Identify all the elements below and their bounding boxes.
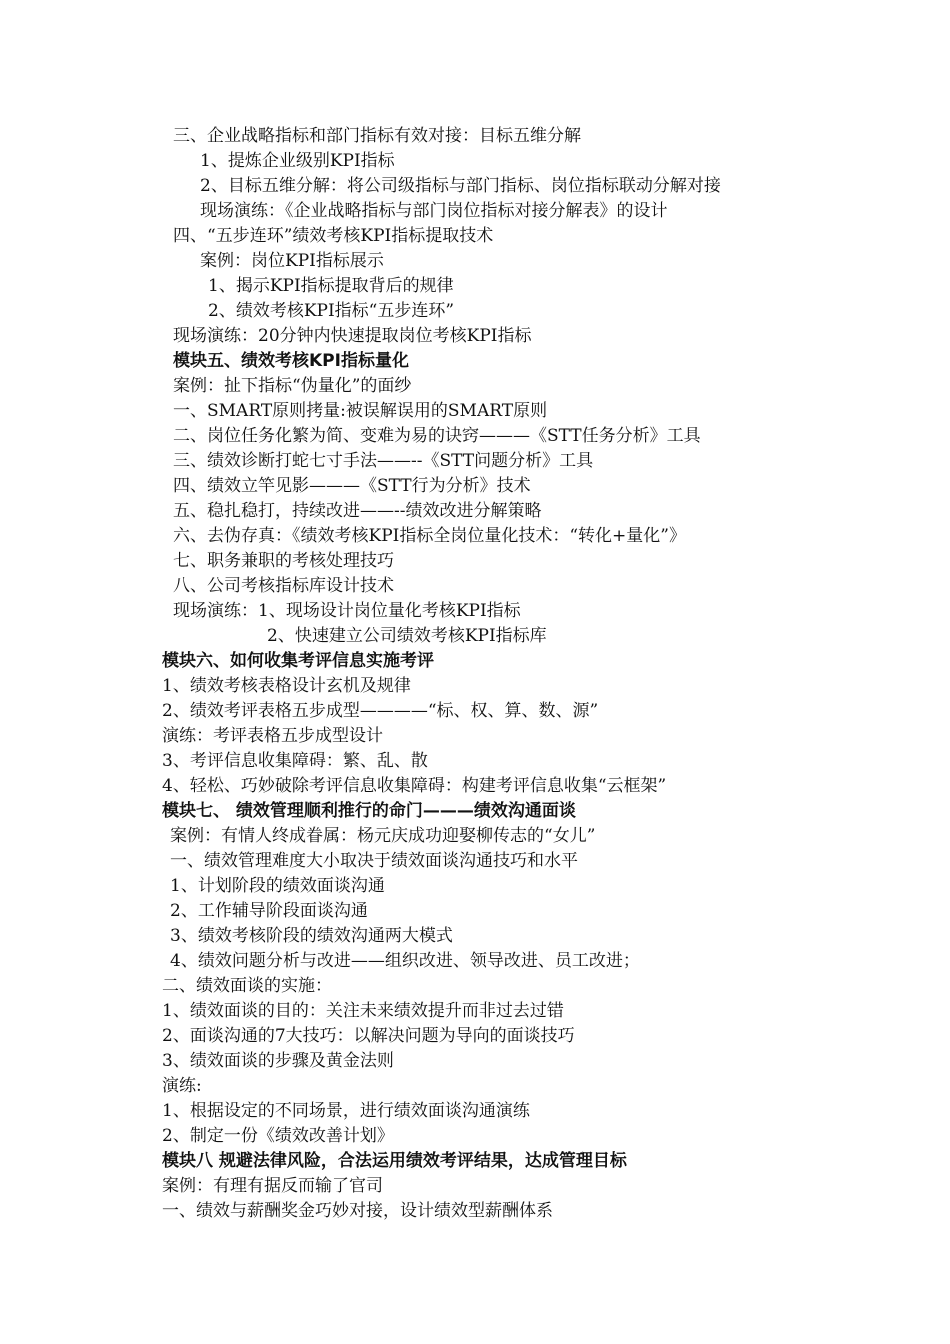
text-line: 案例：岗位KPI指标展示	[200, 251, 384, 271]
module-heading: 模块七、 绩效管理顺利推行的命门———绩效沟通面谈	[162, 801, 576, 821]
text-line: 六、去伪存真：《绩效考核KPI指标全岗位量化技术：“转化+量化”》	[173, 526, 686, 546]
text-line: 案例：有理有据反而输了官司	[162, 1176, 383, 1196]
text-line: 四、绩效立竿见影———《STT行为分析》技术	[173, 476, 531, 496]
text-line: 现场演练：20分钟内快速提取岗位考核KPI指标	[173, 326, 532, 346]
text-line: 案例：扯下指标“伪量化”的面纱	[173, 376, 412, 396]
module-heading: 模块八 规避法律风险，合法运用绩效考评结果，达成管理目标	[162, 1151, 627, 1171]
text-line: 现场演练：1、现场设计岗位量化考核KPI指标	[173, 601, 521, 621]
text-line: 二、岗位任务化繁为简、变难为易的诀窍———《STT任务分析》工具	[173, 426, 701, 446]
text-line: 1、根据设定的不同场景，进行绩效面谈沟通演练	[162, 1101, 530, 1121]
text-line: 2、工作辅导阶段面谈沟通	[170, 901, 368, 921]
text-line: 八、公司考核指标库设计技术	[173, 576, 394, 596]
text-line: 三、绩效诊断打蛇七寸手法——--《STT问题分析》工具	[173, 451, 594, 471]
text-line: 1、揭示KPI指标提取背后的规律	[208, 276, 454, 296]
text-line: 2、快速建立公司绩效考核KPI指标库	[267, 626, 547, 646]
text-line: 2、绩效考核KPI指标“五步连环”	[208, 301, 455, 321]
text-line: 现场演练：《企业战略指标与部门岗位指标对接分解表》的设计	[200, 201, 668, 221]
text-line: 一、绩效与薪酬奖金巧妙对接，设计绩效型薪酬体系	[162, 1201, 553, 1221]
text-line: 2、目标五维分解：将公司级指标与部门指标、岗位指标联动分解对接	[200, 176, 721, 196]
text-line: 1、计划阶段的绩效面谈沟通	[170, 876, 385, 896]
module-heading: 模块五、绩效考核KPI指标量化	[173, 351, 409, 371]
text-line: 2、绩效考评表格五步成型————“标、权、算、数、源”	[162, 701, 599, 721]
text-line: 二、绩效面谈的实施：	[162, 976, 332, 996]
text-line: 2、制定一份《绩效改善计划》	[162, 1126, 394, 1146]
text-line: 1、绩效面谈的目的：关注未来绩效提升而非过去过错	[162, 1001, 564, 1021]
text-line: 3、考评信息收集障碍：繁、乱、散	[162, 751, 428, 771]
text-line: 1、绩效考核表格设计玄机及规律	[162, 676, 411, 696]
text-line: 4、绩效问题分析与改进——组织改进、领导改进、员工改进；	[170, 951, 640, 971]
text-line: 一、绩效管理难度大小取决于绩效面谈沟通技巧和水平	[170, 851, 578, 871]
text-line: 3、绩效面谈的步骤及黄金法则	[162, 1051, 394, 1071]
text-line: 3、绩效考核阶段的绩效沟通两大模式	[170, 926, 453, 946]
text-line: 五、稳扎稳打，持续改进——--绩效改进分解策略	[173, 501, 542, 521]
text-line: 四、“五步连环”绩效考核KPI指标提取技术	[173, 226, 494, 246]
text-line: 三、企业战略指标和部门指标有效对接：目标五维分解	[173, 126, 581, 146]
text-line: 演练：考评表格五步成型设计	[162, 726, 383, 746]
text-line: 演练:	[162, 1076, 202, 1096]
text-line: 4、轻松、巧妙破除考评信息收集障碍：构建考评信息收集“云框架”	[162, 776, 667, 796]
text-line: 1、提炼企业级别KPI指标	[200, 151, 395, 171]
text-line: 一、SMART原则拷量:被误解误用的SMART原则	[173, 401, 548, 421]
text-line: 案例：有情人终成眷属：杨元庆成功迎娶柳传志的“女儿”	[170, 826, 596, 846]
module-heading: 模块六、如何收集考评信息实施考评	[162, 651, 434, 671]
text-line: 七、职务兼职的考核处理技巧	[173, 551, 394, 571]
text-line: 2、面谈沟通的7大技巧：以解决问题为导向的面谈技巧	[162, 1026, 575, 1046]
